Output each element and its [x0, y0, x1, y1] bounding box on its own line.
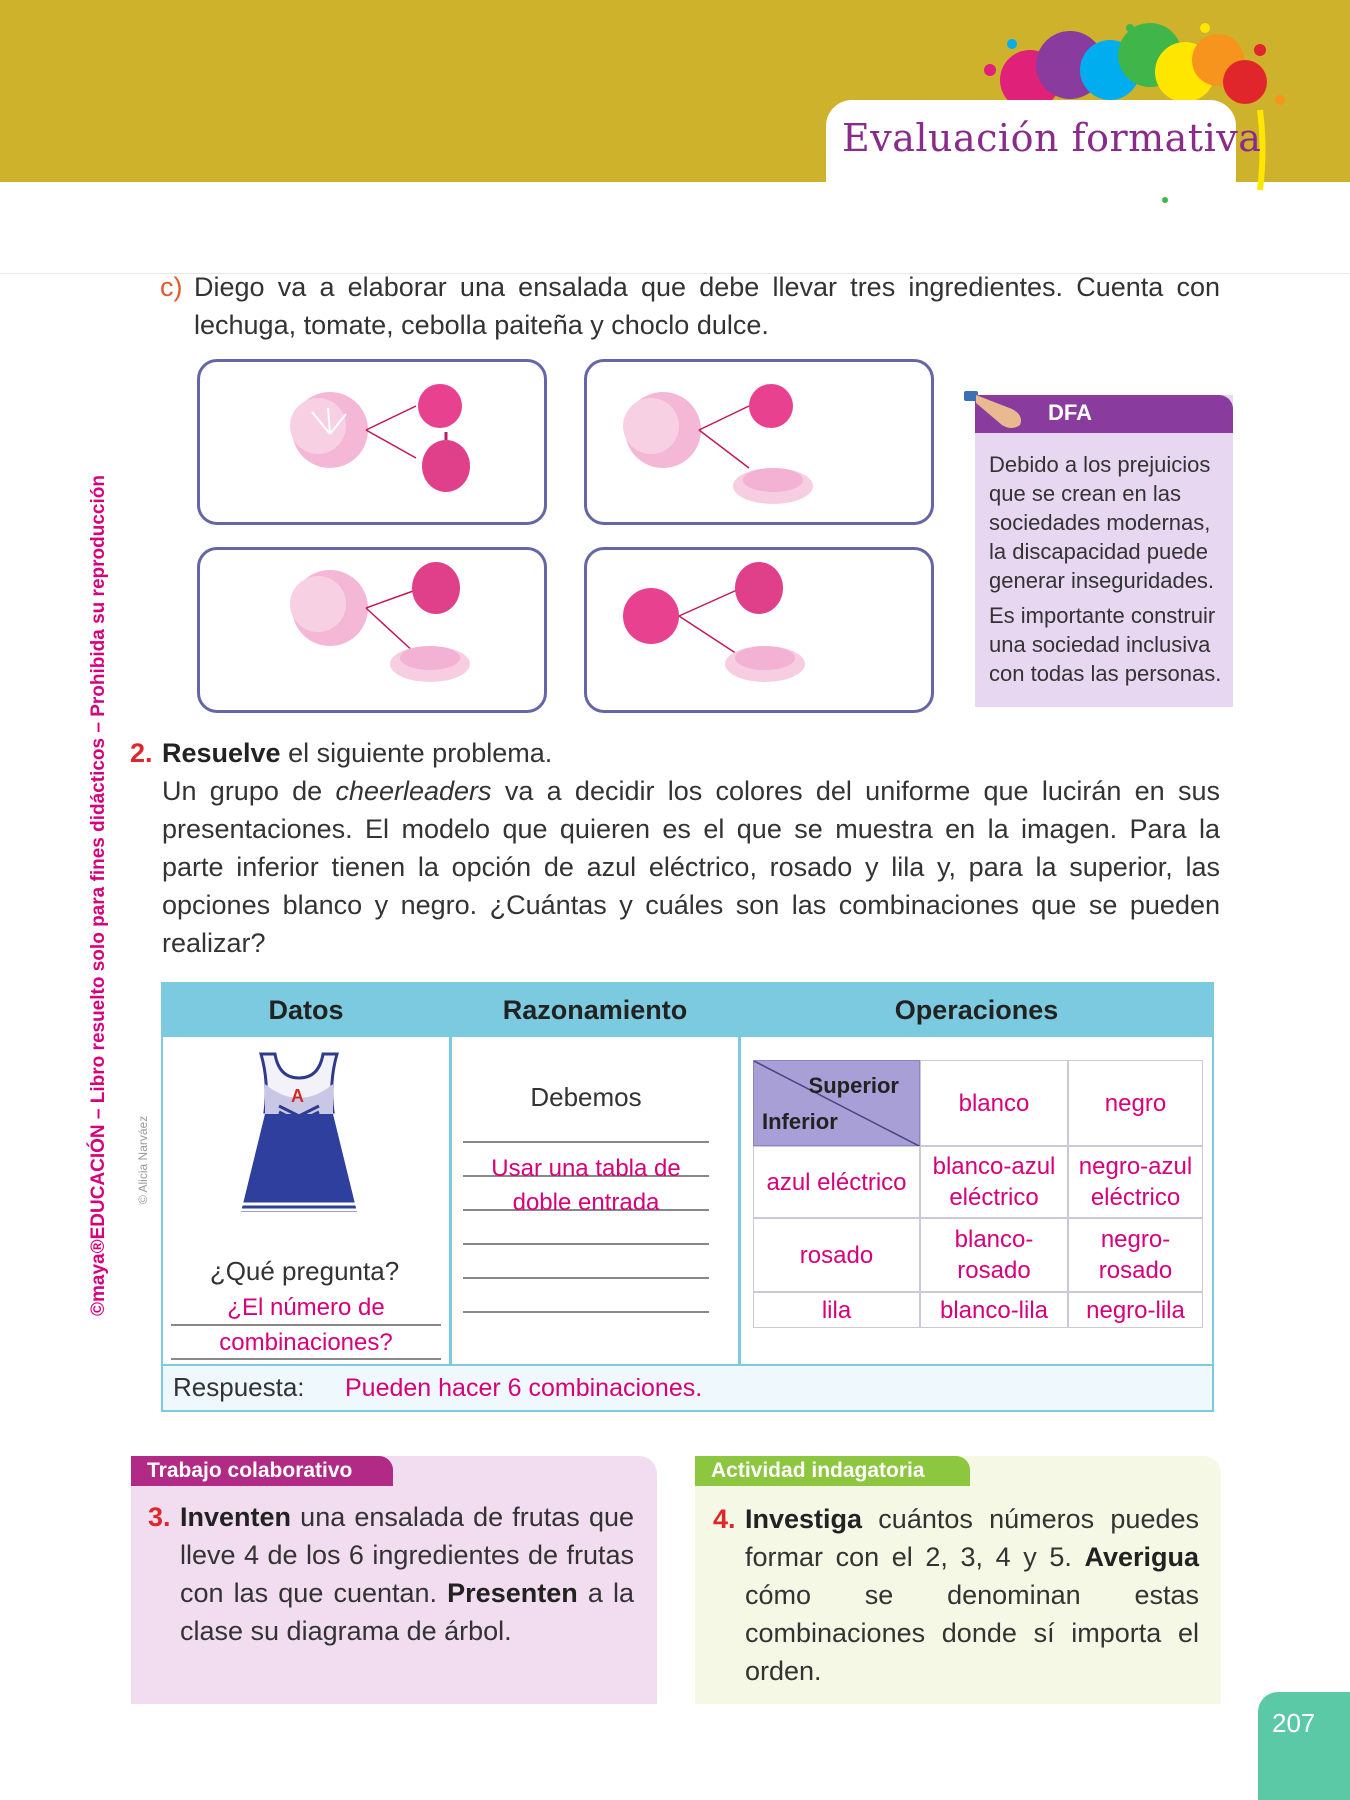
combination-diagram-1 [197, 359, 547, 525]
problem-table [161, 982, 1214, 1412]
cheerleader-uniform-image [239, 1052, 359, 1232]
dfa-text: Debido a los prejuicios que se crean en las sociedades modernas, la discapacidad puede generar inseguridades. Es importante construir una sociedad inclusiva con todas las personas. [989, 452, 1222, 686]
photo-credit: © Alicia Narváez [136, 1115, 150, 1204]
exercise-c-text: Diego va a elaborar una ensalada que debe llevar tres ingredientes. Cuenta con lechuga, tomate, cebolla paiteña y choclo dulce. [194, 272, 1220, 340]
exercise-4: 4. Investiga cuántos números puedes formar con el 2, 3, 4 y 5. Averigua cómo se denominan estas combinaciones donde sí importa el orden. [713, 1500, 1199, 1690]
header-datos: Datos [163, 984, 449, 1037]
svg-text:A: A [291, 1086, 304, 1106]
combination-cell: negro-azul eléctrico [1068, 1146, 1203, 1218]
combination-cell: blanco-rosado [920, 1218, 1068, 1292]
answer-row [163, 1364, 1212, 1410]
combination-cell: negro-rosado [1068, 1218, 1203, 1292]
inquiry-activity-tag: Actividad indagatoria [695, 1456, 970, 1486]
row-header: lila [753, 1292, 920, 1328]
column-header: negro [1068, 1060, 1203, 1146]
reasoning-label: Debemos [530, 1082, 642, 1112]
combination-diagram-2 [584, 359, 934, 525]
exercise-2-text: Resuelve el siguiente problema. Un grupo de cheerleaders va a decidir los colores del uniforme que lucirán en sus presentaciones. El modelo que quieren es el que se muestra en la imagen. Para la parte inferior tienen la opción de azul eléctrico, rosado y lila y, para la superior, las opciones blanco y negro. ¿Cuántas y cuáles son las combinaciones que se pueden realizar? [162, 738, 1220, 958]
answer-line [463, 1141, 709, 1143]
column-divider [449, 984, 452, 1364]
answer-line [463, 1243, 709, 1245]
side-copyright: ©maya®EDUCACIÓN – Libro resuelto solo para fines didácticos – Prohibida su reproducción [88, 475, 109, 1316]
hand-icon [962, 385, 1042, 435]
column-divider [738, 984, 741, 1364]
combination-cell: blanco-lila [920, 1292, 1068, 1328]
combination-diagram-3 [197, 547, 547, 713]
answer-label: Respuesta: [173, 1372, 305, 1402]
collaborative-work-tag: Trabajo colaborativo [131, 1456, 393, 1486]
combination-cell: negro-lila [1068, 1292, 1203, 1328]
answer-value: Pueden hacer 6 combinaciones. [345, 1374, 703, 1402]
question-answer: ¿El número de combinaciones? [219, 1294, 393, 1356]
corner-cell: Superior Inferior [753, 1060, 920, 1146]
page-number: 207 [1258, 1692, 1350, 1800]
section-title: Evaluación formativa [842, 116, 1262, 160]
row-header: rosado [753, 1218, 920, 1292]
combinations-table [753, 1060, 1203, 1350]
brand-logo: ©maya®EDUCACIÓN [88, 1124, 109, 1316]
reasoning-answer: Usar una tabla de doble entrada [491, 1155, 681, 1216]
dfa-title: DFA [1048, 400, 1092, 425]
exercise-4-number: 4. [713, 1504, 736, 1534]
header-razonamiento: Razonamiento [452, 984, 738, 1037]
exercise-2 [130, 734, 1220, 962]
exercise-3-number: 3. [148, 1502, 171, 1532]
combination-diagram-4 [584, 547, 934, 713]
combination-cell: blanco-azul eléctrico [920, 1146, 1068, 1218]
exercise-c-label: c) [160, 272, 183, 302]
exercise-3: 3. Inventen una ensalada de frutas que lleve 4 de los 6 ingredientes de frutas con las que cuentan. Presenten a la clase su diagrama de árbol. [148, 1498, 634, 1650]
header-operaciones: Operaciones [741, 984, 1212, 1037]
row-header: azul eléctrico [753, 1146, 920, 1218]
question-label: ¿Qué pregunta? [209, 1256, 400, 1286]
answer-line [463, 1277, 709, 1279]
exercise-2-number: 2. [130, 738, 153, 768]
exercise-c [160, 268, 1220, 344]
answer-line [463, 1311, 709, 1313]
column-header: blanco [920, 1060, 1068, 1146]
